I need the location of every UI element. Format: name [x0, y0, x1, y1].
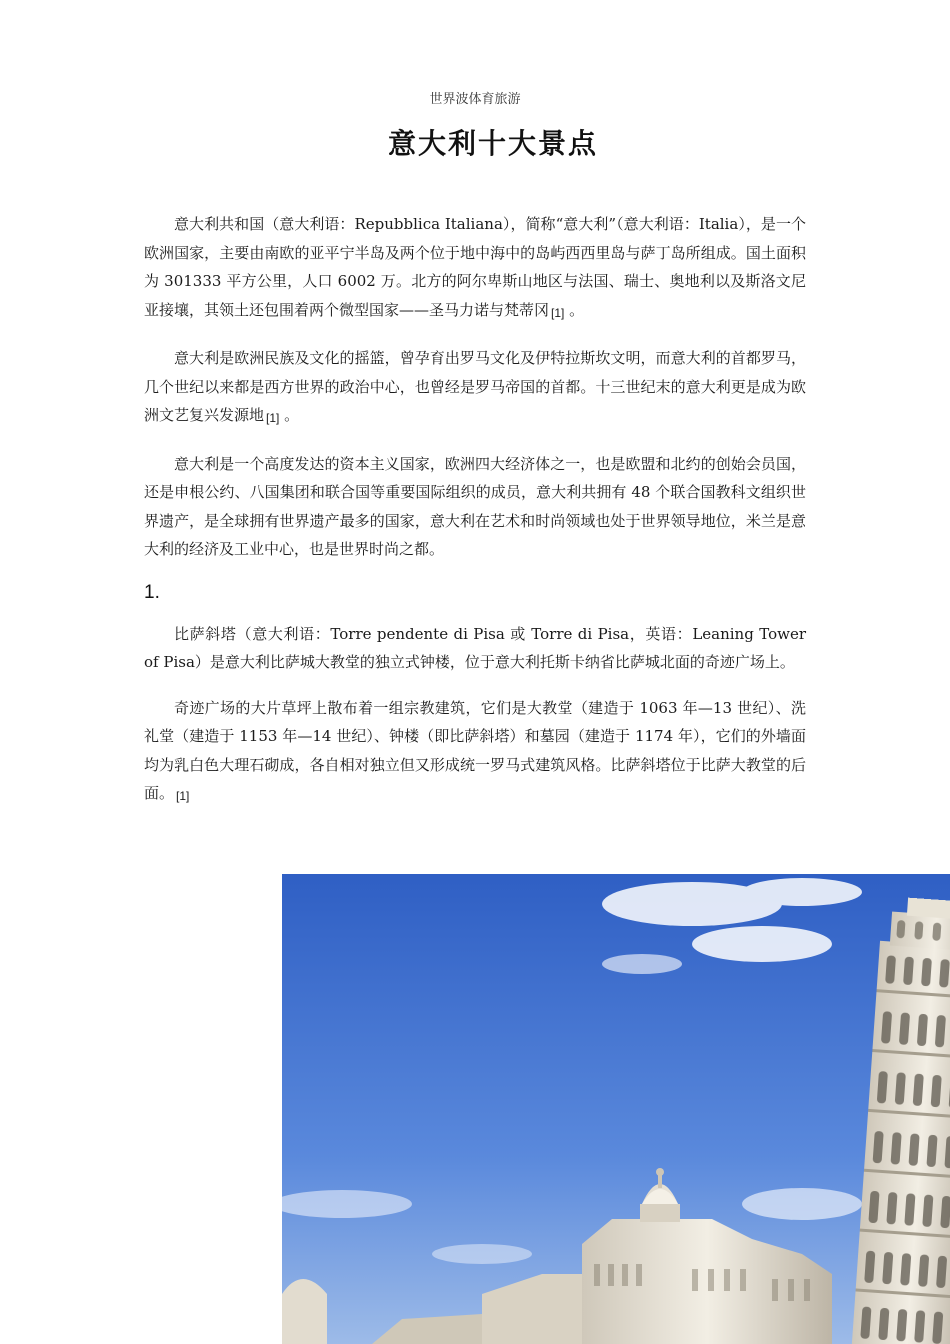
page-title: 意大利十大景点 [387, 127, 598, 160]
citation-ref[interactable]: [1] [551, 305, 565, 320]
paragraph-text: 比萨斜塔（意大利语：Torre pendente di Pisa 或 Torre di Pisa，英语：Leaning Tower of Pisa）是意大利比萨城大教堂的独立式钟楼，位于意大利托斯卡纳省比萨城北面的奇迹广场上。 [144, 624, 806, 671]
pisa-tower-photo [282, 874, 950, 1344]
section-paragraph-2 [144, 694, 806, 811]
paragraph-text: 意大利是一个高度发达的资本主义国家，欧洲四大经济体之一，也是欧盟和北约的创始会员国，还是申根公约、八国集团和联合国等重要国际组织的成员，意大利共拥有 48 个联合国教科文组织世界遗产，是全球拥有世界遗产最多的国家，意大利在艺术和时尚领域也处于世界领导地位，米兰是意大利的经济及工业中心，也是世界时尚之都。 [144, 454, 806, 558]
intro-paragraph-1 [144, 210, 806, 327]
paragraph-text: 意大利是欧洲民族及文化的摇篮，曾孕育出罗马文化及伊特拉斯坎文明，而意大利的首都罗马，几个世纪以来都是西方世界的政治中心，也曾经是罗马帝国的首都。十三世纪末的意大利更是成为欧洲文艺复兴发源地 [144, 349, 806, 424]
citation-ref[interactable]: [1] [266, 411, 280, 425]
section-paragraph-1 [144, 620, 806, 677]
citation-ref[interactable]: [1] [176, 789, 190, 803]
section-number: 1. [144, 581, 160, 603]
intro-paragraph-2 [144, 344, 806, 433]
paragraph-tail: 。 [564, 300, 585, 319]
paragraph-text: 意大利共和国（意大利语：Repubblica Italiana），简称“意大利”（意大利语：Italia），是一个欧洲国家，主要由南欧的亚平宁半岛及两个位于地中海中的岛屿西西里岛与萨丁岛所组成。国土面积为 301333 平方公里，人口 6002 万。北方的阿尔卑斯山地区与法国、瑞士、奥地利以及斯洛文尼亚接壤，其领土还包围着两个微型国家——圣马力诺与梵蒂冈 [144, 215, 806, 319]
paragraph-tail: 。 [279, 406, 300, 424]
paragraph-text: 奇迹广场的大片草坪上散布着一组宗教建筑，它们是大教堂（建造于 1063 年—13 世纪）、洗礼堂（建造于 1153 年—14 世纪）、钟楼（即比萨斜塔）和墓园（建造于 1174 年），它们的外墙面均为乳白色大理石砌成，各自相对独立但又形成统一罗马式建筑风格。比萨斜塔位于比萨大教堂的后面。 [144, 698, 806, 802]
article-body [144, 210, 806, 828]
intro-paragraph-3 [144, 450, 806, 564]
page-header: 世界波体育旅游 [429, 92, 521, 107]
